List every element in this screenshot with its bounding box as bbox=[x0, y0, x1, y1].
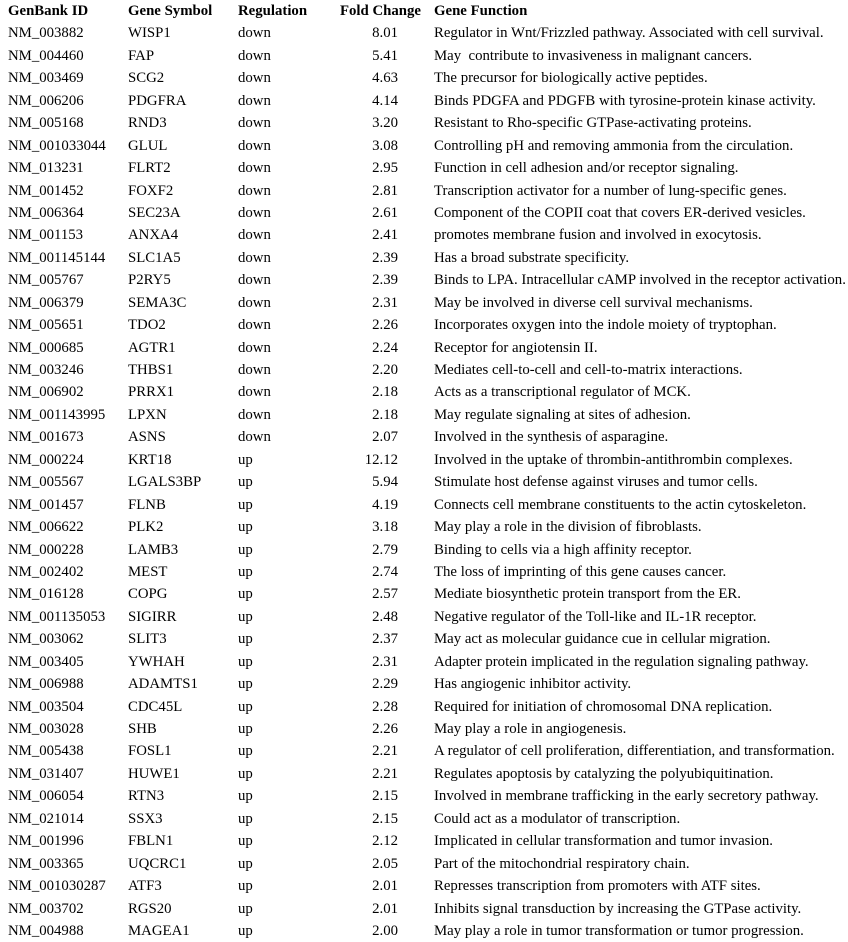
genbank-id-cell: NM_003028 bbox=[8, 721, 84, 737]
gene-function-cell: Could act as a modulator of transcription. bbox=[434, 810, 681, 827]
fold-change-cell: 2.61 bbox=[372, 204, 398, 221]
gene-symbol-cell: SEMA3C bbox=[128, 294, 187, 311]
gene-symbol-cell: FLRT2 bbox=[128, 160, 171, 177]
table-row bbox=[0, 516, 848, 538]
column-header-fold-change: Fold Change bbox=[340, 3, 421, 19]
gene-function-cell: The precursor for biologically active peptides. bbox=[434, 70, 708, 87]
regulation-cell: up bbox=[238, 474, 253, 491]
gene-function-cell: Mediate biosynthetic protein transport from the ER. bbox=[434, 586, 741, 603]
gene-function-cell: Has angiogenic inhibitor activity. bbox=[434, 676, 632, 693]
gene-function-cell: The loss of imprinting of this gene causes cancer. bbox=[434, 563, 727, 580]
table-row bbox=[0, 763, 848, 785]
table-row bbox=[0, 269, 848, 291]
gene-function-cell: Receptor for angiotensin II. bbox=[434, 339, 598, 356]
gene-symbol-cell: LGALS3BP bbox=[128, 474, 202, 491]
table-header bbox=[0, 0, 848, 22]
genbank-id-cell: NM_006622 bbox=[8, 519, 84, 536]
table-row bbox=[0, 426, 848, 448]
genbank-id-cell: NM_005567 bbox=[8, 474, 84, 491]
gene-function-cell: promotes membrane fusion and involved in exocytosis. bbox=[434, 227, 762, 244]
gene-function-cell: Mediates cell-to-cell and cell-to-matrix interactions. bbox=[434, 362, 743, 378]
gene-symbol-cell: COPG bbox=[128, 586, 168, 603]
table-row bbox=[0, 404, 848, 426]
regulation-cell: down bbox=[238, 294, 271, 311]
gene-symbol-cell: MAGEA1 bbox=[128, 922, 190, 939]
genbank-id-cell: NM_002402 bbox=[8, 563, 84, 580]
regulation-cell: up bbox=[238, 653, 253, 670]
gene-function-cell: Connects cell membrane constituents to the actin cytoskeleton. bbox=[434, 496, 807, 513]
genbank-id-cell: NM_031407 bbox=[8, 765, 84, 782]
gene-function-cell: May play a role in angiogenesis. bbox=[434, 721, 627, 737]
gene-function-cell: May act as molecular guidance cue in cellular migration. bbox=[434, 631, 771, 648]
table-row bbox=[0, 180, 848, 202]
gene-function-cell: Involved in the synthesis of asparagine. bbox=[434, 429, 669, 446]
gene-symbol-cell: HUWE1 bbox=[128, 765, 180, 782]
column-header-genbank-id: GenBank ID bbox=[8, 3, 89, 19]
regulation-cell: down bbox=[238, 25, 271, 42]
table-row bbox=[0, 90, 848, 112]
genbank-id-cell: NM_001145144 bbox=[8, 249, 106, 266]
gene-function-cell: May be involved in diverse cell survival mechanisms. bbox=[434, 294, 753, 311]
fold-change-cell: 2.74 bbox=[372, 563, 398, 580]
genbank-id-cell: NM_005651 bbox=[8, 317, 84, 334]
genbank-id-cell: NM_003405 bbox=[8, 653, 84, 670]
genbank-id-cell: NM_001452 bbox=[8, 182, 84, 199]
table-row bbox=[0, 471, 848, 493]
gene-function-cell: Resistant to Rho-specific GTPase-activating proteins. bbox=[434, 115, 752, 132]
regulation-cell: up bbox=[238, 676, 253, 693]
gene-symbol-cell: FLNB bbox=[128, 496, 166, 513]
regulation-cell: up bbox=[238, 878, 253, 895]
genbank-id-cell: NM_004460 bbox=[8, 47, 84, 64]
genbank-id-cell: NM_003246 bbox=[8, 362, 84, 378]
fold-change-cell: 2.21 bbox=[372, 765, 398, 782]
regulation-cell: down bbox=[238, 406, 271, 423]
genbank-id-cell: NM_013231 bbox=[8, 160, 84, 177]
gene-function-cell: Implicated in cellular transformation and tumor invasion. bbox=[434, 833, 773, 850]
table-row bbox=[0, 808, 848, 830]
gene-symbol-cell: SSX3 bbox=[128, 810, 163, 827]
fold-change-cell: 2.24 bbox=[372, 339, 398, 356]
genbank-id-cell: NM_000228 bbox=[8, 541, 84, 558]
table-header-row bbox=[0, 0, 848, 22]
gene-symbol-cell: LPXN bbox=[128, 406, 167, 423]
table-row bbox=[0, 628, 848, 650]
gene-function-cell: Component of the COPII coat that covers ER-derived vesicles. bbox=[434, 204, 806, 221]
gene-function-cell: May contribute to invasiveness in malignant cancers. bbox=[434, 47, 753, 64]
regulation-cell: down bbox=[238, 362, 271, 378]
regulation-cell: up bbox=[238, 451, 253, 468]
column-header-gene-symbol: Gene Symbol bbox=[128, 3, 213, 19]
regulation-cell: down bbox=[238, 92, 271, 109]
regulation-cell: up bbox=[238, 519, 253, 536]
genbank-id-cell: NM_000685 bbox=[8, 339, 84, 356]
regulation-cell: up bbox=[238, 563, 253, 580]
regulation-cell: down bbox=[238, 384, 271, 401]
table-row bbox=[0, 853, 848, 875]
regulation-cell: down bbox=[238, 70, 271, 87]
fold-change-cell: 5.41 bbox=[372, 47, 398, 64]
genbank-id-cell: NM_001033044 bbox=[8, 137, 106, 154]
gene-symbol-cell: AGTR1 bbox=[128, 339, 176, 356]
gene-function-cell: Stimulate host defense against viruses and tumor cells. bbox=[434, 474, 758, 491]
fold-change-cell: 2.07 bbox=[372, 429, 398, 446]
genbank-id-cell: NM_000224 bbox=[8, 451, 84, 468]
gene-function-cell: Transcription activator for a number of lung-specific genes. bbox=[434, 182, 787, 199]
table-row bbox=[0, 696, 848, 718]
gene-function-cell: Function in cell adhesion and/or receptor signaling. bbox=[434, 160, 739, 177]
table-row bbox=[0, 875, 848, 897]
gene-symbol-cell: SLC1A5 bbox=[128, 249, 181, 266]
table-row bbox=[0, 651, 848, 673]
regulation-cell: down bbox=[238, 272, 271, 289]
table-row bbox=[0, 112, 848, 134]
fold-change-cell: 2.57 bbox=[372, 586, 398, 603]
gene-function-cell: Binds PDGFA and PDGFB with tyrosine-protein kinase activity. bbox=[434, 92, 816, 109]
gene-symbol-cell: ATF3 bbox=[128, 878, 162, 895]
gene-function-cell: Required for initiation of chromosomal DNA replication. bbox=[434, 698, 773, 715]
regulation-cell: up bbox=[238, 788, 253, 805]
gene-function-cell: Adapter protein implicated in the regulation signaling pathway. bbox=[434, 653, 809, 670]
regulation-cell: up bbox=[238, 631, 253, 648]
fold-change-cell: 3.20 bbox=[372, 115, 398, 132]
table-row bbox=[0, 785, 848, 807]
regulation-cell: down bbox=[238, 204, 271, 221]
genbank-id-cell: NM_003504 bbox=[8, 698, 84, 715]
gene-symbol-cell: THBS1 bbox=[128, 362, 174, 378]
table-row bbox=[0, 247, 848, 269]
gene-symbol-cell: PRRX1 bbox=[128, 384, 175, 401]
fold-change-cell: 2.01 bbox=[372, 900, 398, 917]
table-row bbox=[0, 314, 848, 336]
genbank-id-cell: NM_005438 bbox=[8, 743, 84, 760]
gene-function-cell: Involved in membrane trafficking in the early secretory pathway. bbox=[434, 788, 819, 805]
gene-symbol-cell: WISP1 bbox=[128, 25, 171, 42]
gene-function-cell: Acts as a transcriptional regulator of MCK. bbox=[434, 384, 691, 401]
table-row bbox=[0, 381, 848, 403]
gene-symbol-cell: FOXF2 bbox=[128, 182, 174, 199]
genbank-id-cell: NM_001135053 bbox=[8, 608, 106, 625]
fold-change-cell: 2.26 bbox=[372, 721, 398, 737]
fold-change-cell: 12.12 bbox=[364, 451, 398, 468]
gene-symbol-cell: KRT18 bbox=[128, 451, 172, 468]
genbank-id-cell: NM_021014 bbox=[8, 810, 84, 827]
gene-symbol-cell: MEST bbox=[128, 563, 168, 580]
fold-change-cell: 2.20 bbox=[372, 362, 398, 378]
gene-symbol-cell: LAMB3 bbox=[128, 541, 179, 558]
genbank-id-cell: NM_003882 bbox=[8, 25, 84, 42]
table-row bbox=[0, 718, 848, 740]
table-row bbox=[0, 202, 848, 224]
gene-function-cell: Incorporates oxygen into the indole moiety of tryptophan. bbox=[434, 317, 777, 334]
gene-symbol-cell: SHB bbox=[128, 721, 157, 737]
table-body bbox=[0, 22, 848, 942]
fold-change-cell: 2.31 bbox=[372, 653, 398, 670]
regulation-cell: up bbox=[238, 586, 253, 603]
gene-function-cell: A regulator of cell proliferation, differentiation, and transformation. bbox=[434, 743, 835, 760]
gene-symbol-cell: SLIT3 bbox=[128, 631, 167, 648]
table-row bbox=[0, 45, 848, 67]
genbank-id-cell: NM_006364 bbox=[8, 204, 84, 221]
regulation-cell: up bbox=[238, 608, 253, 625]
gene-function-cell: May regulate signaling at sites of adhesion. bbox=[434, 406, 691, 423]
regulation-cell: up bbox=[238, 721, 253, 737]
genbank-id-cell: NM_005168 bbox=[8, 115, 84, 132]
table-row bbox=[0, 494, 848, 516]
regulation-cell: up bbox=[238, 855, 253, 872]
gene-symbol-cell: SIGIRR bbox=[128, 608, 177, 625]
regulation-cell: up bbox=[238, 810, 253, 827]
fold-change-cell: 2.81 bbox=[372, 182, 398, 199]
regulation-cell: down bbox=[238, 317, 271, 334]
genbank-id-cell: NM_006379 bbox=[8, 294, 84, 311]
fold-change-cell: 2.28 bbox=[372, 698, 398, 715]
gene-function-cell: May play a role in the division of fibroblasts. bbox=[434, 519, 702, 536]
fold-change-cell: 2.41 bbox=[372, 227, 398, 244]
fold-change-cell: 2.12 bbox=[372, 833, 398, 850]
regulation-cell: up bbox=[238, 900, 253, 917]
regulation-cell: down bbox=[238, 339, 271, 356]
table-row bbox=[0, 830, 848, 852]
fold-change-cell: 2.15 bbox=[372, 788, 398, 805]
table-row bbox=[0, 292, 848, 314]
gene-symbol-cell: FBLN1 bbox=[128, 833, 174, 850]
gene-symbol-cell: ANXA4 bbox=[128, 227, 179, 244]
gene-function-cell: Has a broad substrate specificity. bbox=[434, 249, 630, 266]
gene-symbol-cell: FAP bbox=[128, 47, 155, 64]
gene-function-cell: Binding to cells via a high affinity receptor. bbox=[434, 541, 692, 558]
gene-function-cell: Represses transcription from promoters with ATF sites. bbox=[434, 878, 761, 895]
regulation-cell: up bbox=[238, 743, 253, 760]
genbank-id-cell: NM_001673 bbox=[8, 429, 84, 446]
gene-function-cell: Regulates apoptosis by catalyzing the polyubiquitination. bbox=[434, 765, 774, 782]
fold-change-cell: 2.00 bbox=[372, 922, 398, 939]
fold-change-cell: 2.21 bbox=[372, 743, 398, 760]
table-row bbox=[0, 898, 848, 920]
table-row bbox=[0, 135, 848, 157]
fold-change-cell: 2.39 bbox=[372, 272, 398, 289]
fold-change-cell: 8.01 bbox=[372, 25, 398, 42]
fold-change-cell: 2.01 bbox=[372, 878, 398, 895]
genbank-id-cell: NM_001996 bbox=[8, 833, 84, 850]
regulation-cell: down bbox=[238, 227, 271, 244]
genbank-id-cell: NM_006054 bbox=[8, 788, 84, 805]
table-row bbox=[0, 920, 848, 942]
gene-symbol-cell: CDC45L bbox=[128, 698, 183, 715]
gene-function-cell: Part of the mitochondrial respiratory chain. bbox=[434, 855, 690, 872]
gene-function-cell: May play a role in tumor transformation or tumor progression. bbox=[434, 922, 804, 939]
gene-symbol-cell: RTN3 bbox=[128, 788, 165, 805]
table-row bbox=[0, 583, 848, 605]
gene-symbol-cell: GLUL bbox=[128, 137, 168, 154]
regulation-cell: down bbox=[238, 249, 271, 266]
fold-change-cell: 2.05 bbox=[372, 855, 398, 872]
regulation-cell: up bbox=[238, 922, 253, 939]
genbank-id-cell: NM_001457 bbox=[8, 496, 84, 513]
gene-symbol-cell: RGS20 bbox=[128, 900, 172, 917]
column-header-gene-function: Gene Function bbox=[434, 3, 528, 19]
regulation-cell: up bbox=[238, 765, 253, 782]
gene-symbol-cell: YWHAH bbox=[128, 653, 185, 670]
genbank-id-cell: NM_016128 bbox=[8, 586, 84, 603]
genbank-id-cell: NM_006902 bbox=[8, 384, 84, 401]
gene-symbol-cell: UQCRC1 bbox=[128, 855, 187, 872]
fold-change-cell: 2.39 bbox=[372, 249, 398, 266]
fold-change-cell: 2.31 bbox=[372, 294, 398, 311]
fold-change-cell: 4.14 bbox=[372, 92, 398, 109]
table-row bbox=[0, 561, 848, 583]
genbank-id-cell: NM_006988 bbox=[8, 676, 84, 693]
genbank-id-cell: NM_003365 bbox=[8, 855, 84, 872]
regulation-cell: down bbox=[238, 182, 271, 199]
table-row bbox=[0, 359, 848, 381]
table-row bbox=[0, 337, 848, 359]
table-row bbox=[0, 539, 848, 561]
fold-change-cell: 4.19 bbox=[372, 496, 398, 513]
column-header-regulation: Regulation bbox=[238, 3, 308, 19]
gene-function-cell: Inhibits signal transduction by increasing the GTPase activity. bbox=[434, 900, 802, 917]
genbank-id-cell: NM_003469 bbox=[8, 70, 84, 87]
fold-change-cell: 3.18 bbox=[372, 519, 398, 536]
regulation-cell: up bbox=[238, 541, 253, 558]
gene-function-cell: Negative regulator of the Toll-like and IL-1R receptor. bbox=[434, 608, 757, 625]
genbank-id-cell: NM_006206 bbox=[8, 92, 84, 109]
gene-symbol-cell: P2RY5 bbox=[128, 272, 171, 289]
fold-change-cell: 2.48 bbox=[372, 608, 398, 625]
gene-symbol-cell: SEC23A bbox=[128, 204, 181, 221]
gene-function-cell: Regulator in Wnt/Frizzled pathway. Associated with cell survival. bbox=[434, 25, 824, 42]
table-row bbox=[0, 67, 848, 89]
fold-change-cell: 2.29 bbox=[372, 676, 398, 693]
table-row bbox=[0, 740, 848, 762]
genbank-id-cell: NM_003062 bbox=[8, 631, 84, 648]
genbank-id-cell: NM_005767 bbox=[8, 272, 84, 289]
regulation-cell: down bbox=[238, 429, 271, 446]
table-row bbox=[0, 449, 848, 471]
table-row bbox=[0, 606, 848, 628]
gene-function-cell: Controlling pH and removing ammonia from the circulation. bbox=[434, 137, 794, 154]
gene-symbol-cell: FOSL1 bbox=[128, 743, 172, 760]
fold-change-cell: 2.95 bbox=[372, 160, 398, 177]
genbank-id-cell: NM_001030287 bbox=[8, 878, 106, 895]
fold-change-cell: 2.79 bbox=[372, 541, 398, 558]
table-row bbox=[0, 157, 848, 179]
genbank-id-cell: NM_003702 bbox=[8, 900, 84, 917]
fold-change-cell: 4.63 bbox=[372, 70, 398, 87]
regulation-cell: down bbox=[238, 160, 271, 177]
gene-symbol-cell: TDO2 bbox=[128, 317, 166, 334]
genbank-id-cell: NM_004988 bbox=[8, 922, 84, 939]
regulation-cell: down bbox=[238, 47, 271, 64]
fold-change-cell: 5.94 bbox=[372, 474, 398, 491]
fold-change-cell: 2.18 bbox=[372, 384, 398, 401]
table-row bbox=[0, 224, 848, 246]
fold-change-cell: 2.18 bbox=[372, 406, 398, 423]
fold-change-cell: 3.08 bbox=[372, 137, 398, 154]
genbank-id-cell: NM_001153 bbox=[8, 227, 84, 244]
regulation-cell: down bbox=[238, 137, 271, 154]
fold-change-cell: 2.15 bbox=[372, 810, 398, 827]
gene-function-cell: Involved in the uptake of thrombin-antithrombin complexes. bbox=[434, 451, 793, 468]
gene-symbol-cell: ADAMTS1 bbox=[128, 676, 198, 693]
genbank-id-cell: NM_001143995 bbox=[8, 406, 106, 423]
regulation-cell: up bbox=[238, 833, 253, 850]
gene-symbol-cell: RND3 bbox=[128, 115, 167, 132]
table-row bbox=[0, 22, 848, 44]
table-row bbox=[0, 673, 848, 695]
gene-symbol-cell: SCG2 bbox=[128, 70, 165, 87]
fold-change-cell: 2.26 bbox=[372, 317, 398, 334]
gene-function-cell: Binds to LPA. Intracellular cAMP involved in the receptor activation. bbox=[434, 272, 846, 289]
gene-symbol-cell: ASNS bbox=[128, 429, 166, 446]
fold-change-cell: 2.37 bbox=[372, 631, 398, 648]
regulation-cell: up bbox=[238, 698, 253, 715]
gene-symbol-cell: PLK2 bbox=[128, 519, 164, 536]
regulation-cell: up bbox=[238, 496, 253, 513]
regulation-cell: down bbox=[238, 115, 271, 132]
gene-symbol-cell: PDGFRA bbox=[128, 92, 187, 109]
